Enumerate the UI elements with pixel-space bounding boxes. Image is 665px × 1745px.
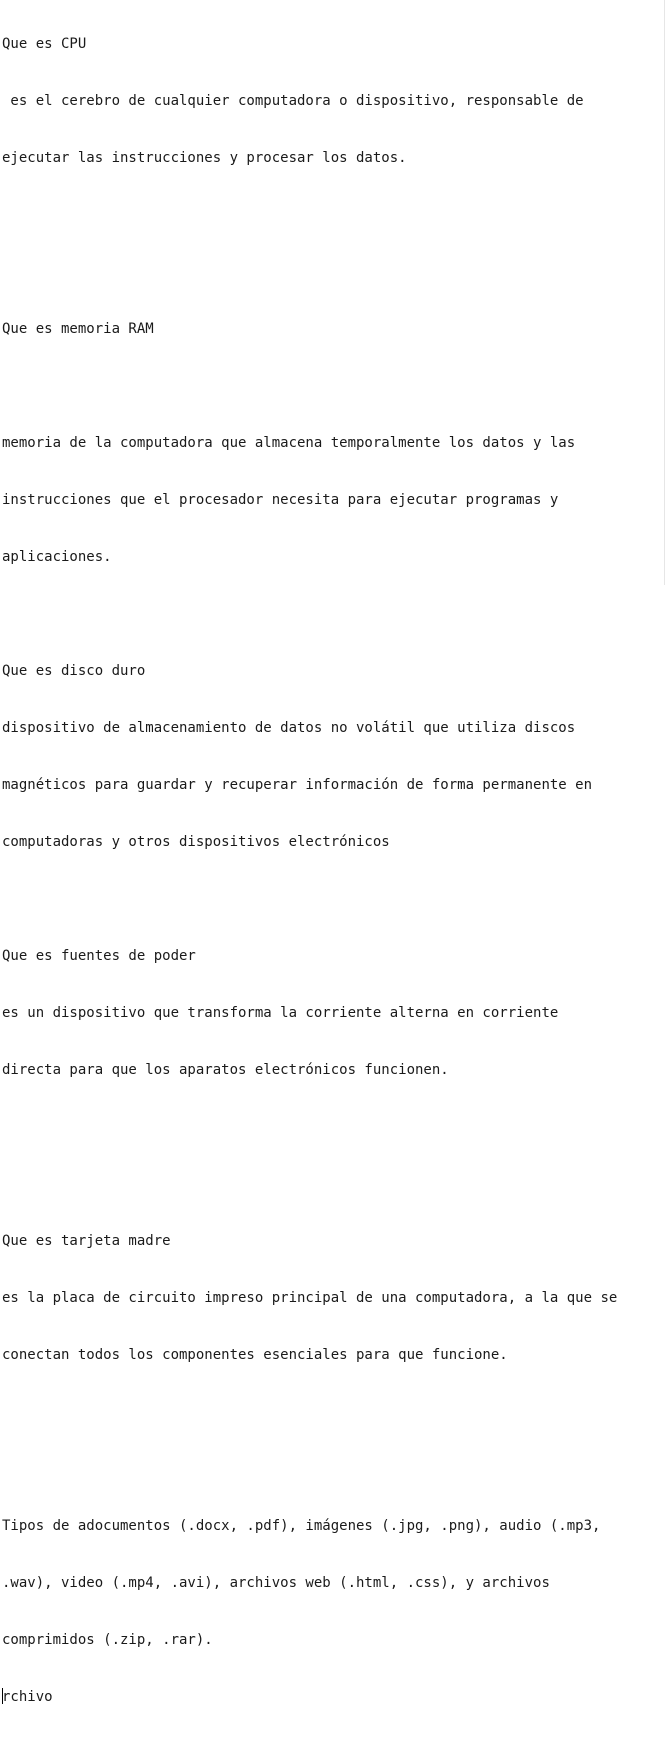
text-line: directa para que los aparatos electrónicos funcionen. — [2, 1062, 449, 1078]
text-line — [2, 605, 617, 624]
text-line: .wav), video (.mp4, .avi), archivos web (.html, .css), y archivos — [2, 1575, 550, 1591]
text-line: memoria de la computadora que almacena temporalmente los datos y las — [2, 435, 576, 451]
text-line — [2, 377, 617, 396]
text-line: es la placa de circuito impreso principal de una computadora, a la que se — [2, 1290, 618, 1306]
text-line: Tipos de adocumentos (.docx, .pdf), imágenes (.jpg, .png), audio (.mp3, — [2, 1518, 601, 1534]
current-line — [2, 1688, 617, 1707]
text-line — [2, 206, 617, 225]
document-text[interactable] — [2, 0, 617, 1745]
text-line: aplicaciones. — [2, 549, 112, 565]
text-line: magnéticos para guardar y recuperar información de forma permanente en — [2, 777, 593, 793]
text-line — [2, 1118, 617, 1137]
text-line — [2, 1403, 617, 1422]
text-line: es un dispositivo que transforma la corriente alterna en corriente — [2, 1005, 559, 1021]
text-line: computadoras y otros dispositivos electrónicos — [2, 834, 390, 850]
text-line: es el cerebro de cualquier computadora o dispositivo, responsable de — [2, 93, 584, 109]
text-line — [2, 890, 617, 909]
text-line: Que es fuentes de poder — [2, 948, 196, 964]
text-line: Que es tarjeta madre — [2, 1233, 171, 1249]
text-line: Que es CPU — [2, 36, 87, 52]
current-line-text: rchivo — [2, 1689, 53, 1705]
text-line — [2, 1175, 617, 1194]
text-line: conectan todos los componentes esenciales para que funcione. — [2, 1347, 508, 1363]
text-line — [2, 263, 617, 282]
text-line: comprimidos (.zip, .rar). — [2, 1632, 213, 1648]
text-line: dispositivo de almacenamiento de datos no volátil que utiliza discos — [2, 720, 576, 736]
text-line: Que es memoria RAM — [2, 321, 154, 337]
text-line: instrucciones que el procesador necesita para ejecutar programas y — [2, 492, 559, 508]
text-line: ejecutar las instrucciones y procesar los datos. — [2, 150, 407, 166]
text-line: Que es disco duro — [2, 663, 146, 679]
text-line — [2, 1460, 617, 1479]
